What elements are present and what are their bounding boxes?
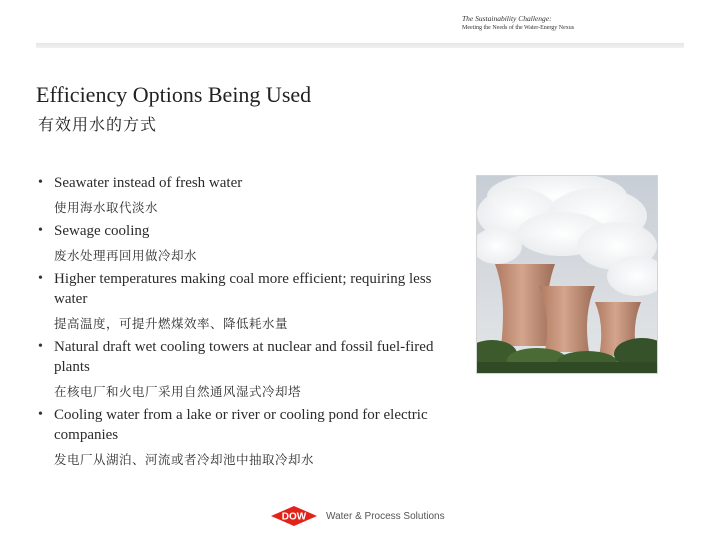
presentation-header (462, 14, 702, 33)
bullet-text-chinese: 发电厂从湖泊、河流或者冷却池中抽取冷却水 (54, 452, 315, 467)
bullet-text-chinese: 废水处理再回用做冷却水 (54, 248, 198, 263)
bullet-item (36, 173, 456, 217)
logo-text: DOW (281, 511, 307, 523)
bullet-item (36, 221, 456, 265)
bullet-text-chinese: 在核电厂和火电厂采用自然通风湿式冷却塔 (54, 384, 302, 399)
bullet-text-english: Higher temperatures making coal more efficient; requiring less water (54, 271, 432, 307)
header-title: The Sustainability Challenge: (462, 14, 552, 23)
cooling-towers-photo (476, 175, 658, 374)
footer-branding (270, 504, 445, 528)
slide-title-chinese: 有效用水的方式 (38, 115, 158, 134)
bullet-dot-icon: • (38, 175, 43, 190)
bullet-text-chinese: 提高温度，可提升燃煤效率、降低耗水量 (54, 316, 289, 331)
bullet-text-chinese: 使用海水取代淡水 (54, 200, 159, 215)
bullet-text-english: Sewage cooling (54, 223, 150, 239)
dow-logo-icon (270, 505, 318, 527)
cooling-towers-illustration (477, 176, 657, 373)
bullet-item (36, 405, 456, 469)
bullet-dot-icon: • (38, 223, 43, 238)
bullet-item (36, 337, 456, 401)
footer-tagline: Water & Process Solutions (326, 510, 445, 522)
slide-title-english: Efficiency Options Being Used (36, 82, 312, 107)
bullet-text-english: Seawater instead of fresh water (54, 175, 243, 191)
bullet-list (36, 173, 456, 473)
header-divider (36, 43, 684, 48)
header-subtitle: Meeting the Needs of the Water-Energy Nexus (462, 25, 575, 31)
bullet-text-english: Cooling water from a lake or river or cooling pond for electric companies (54, 407, 428, 443)
bullet-dot-icon: • (38, 339, 43, 354)
bullet-dot-icon: • (38, 407, 43, 422)
bullet-item (36, 269, 456, 333)
bullet-text-english: Natural draft wet cooling towers at nuclear and fossil fuel-fired plants (54, 339, 434, 375)
bullet-dot-icon: • (38, 271, 43, 286)
